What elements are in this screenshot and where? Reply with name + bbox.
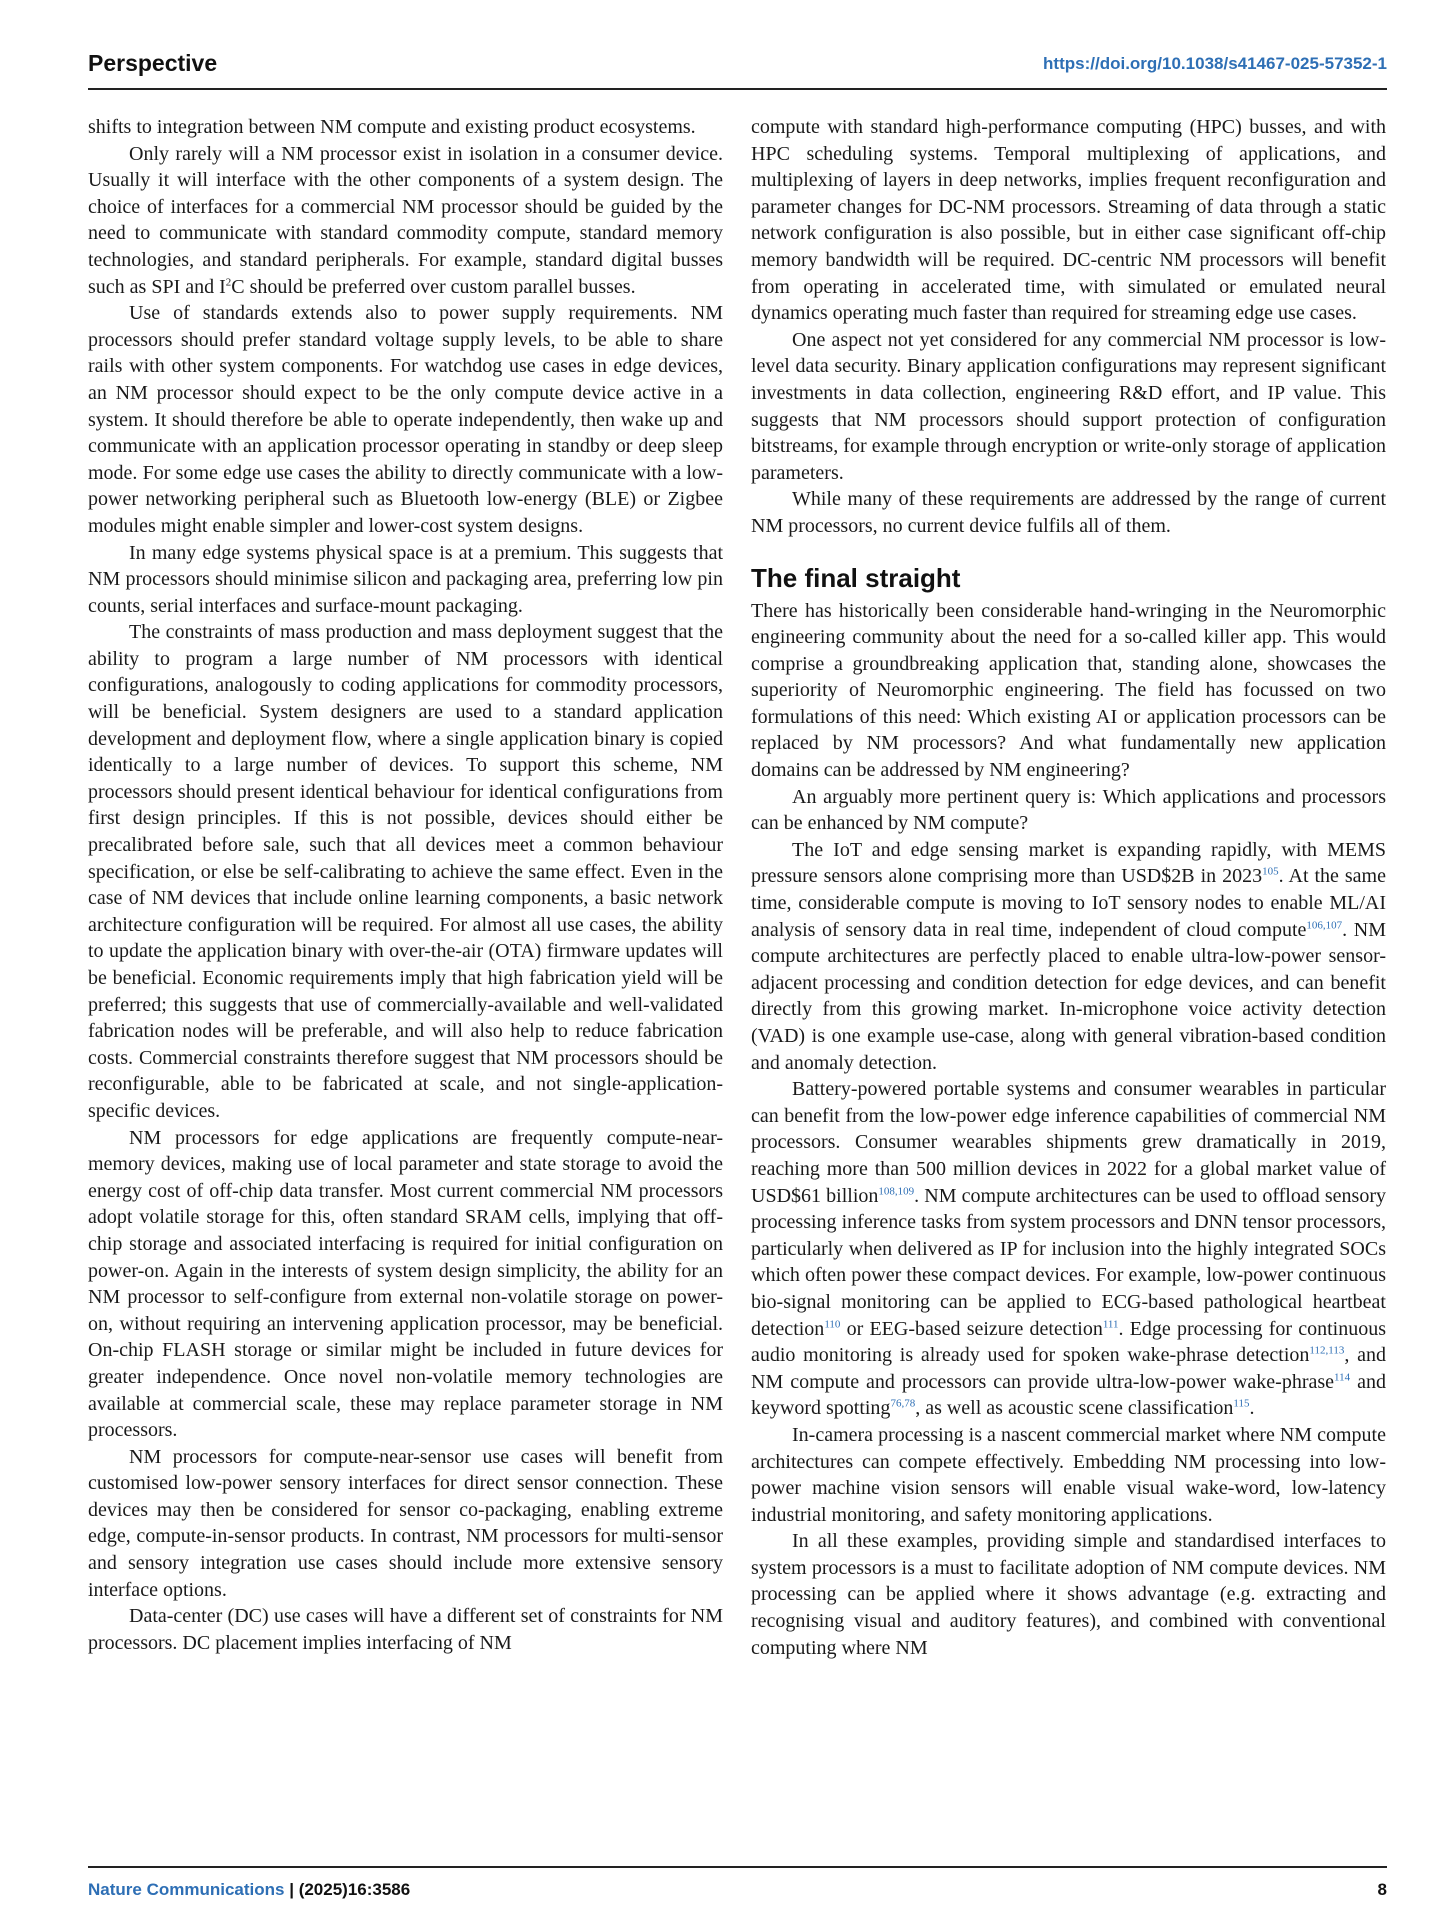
paragraph: Data-center (DC) use cases will have a different set of constraints for NM processors. DC placement implies interfacing of NM — [88, 1605, 723, 1654]
page-header — [88, 44, 1387, 90]
paragraph: shifts to integration between NM compute and existing product ecosystems. — [88, 116, 696, 138]
page-number: 8 — [1377, 1880, 1387, 1899]
paragraph: In all these examples, providing simple and standardised interfaces to system processors is a must to facilitate adoption of NM compute devices. NM processing can be applied where it shows advantage (e.g. extracting and recognising visual and auditory features), and combined with conventional computing where NM — [751, 1530, 1386, 1659]
paragraph: Use of standards extends also to power supply requirements. NM processors should prefer standard voltage supply levels, to be able to share rails with other system components. For watchdog use cases in edge devices, an NM processor should expect to be the only compute device active in a system. It should therefore be able to operate independently, then wake up and communicate with an application processor operating in standby or deep sleep mode. For some edge use cases the ability to directly communicate with a low-power networking peripheral such as Bluetooth low-energy (BLE) or Zigbee modules might enable simpler and lower-cost system designs. — [88, 302, 723, 537]
paragraph: While many of these requirements are addressed by the range of current NM processors, no current device fulfils all of them. — [751, 488, 1386, 537]
reference-link[interactable]: 106,107 — [1306, 918, 1343, 931]
section-heading: The final straight — [751, 562, 961, 593]
paragraph: In many edge systems physical space is at a premium. This suggests that NM processors should minimise silicon and packaging area, preferring low pin counts, serial interfaces and surface-mount packaging. — [88, 541, 723, 617]
paragraph: One aspect not yet considered for any commercial NM processor is low-level data security. Binary application configurations may represent significant investments in data collection, engineering R&D effort, and IP value. This suggests that NM processors should support protection of configuration bitstreams, for example through encryption or write-only storage of application parameters. — [751, 328, 1386, 484]
journal-citation: Nature Communications | (2025)16:3586 — [88, 1880, 411, 1899]
reference-link[interactable]: 112,113 — [1309, 1344, 1345, 1357]
reference-link[interactable]: 76,78 — [890, 1397, 916, 1410]
citation: (2025)16:3586 — [298, 1880, 411, 1899]
reference-link[interactable]: 114 — [1334, 1371, 1351, 1384]
section-label: Perspective — [88, 50, 218, 76]
reference-link[interactable]: 115 — [1233, 1397, 1250, 1410]
paragraph: Only rarely will a NM processor exist in isolation in a consumer device. Usually it will interface with the other components of a system design. The choice of interfaces for a commercial NM processor should be guided by the need to communicate with standard commodity compute, standard memory technologies, and standard peripherals. For example, standard digital busses such as SPI and $I^2C$ should be preferred over custom parallel busses. — [88, 142, 723, 298]
paragraph: The constraints of mass production and mass deployment suggest that the ability to program a large number of NM processors with identical configurations, analogously to coding applications for commodity processors, will be beneficial. System designers are used to a standard application development and deployment flow, where a single application binary is copied identically to a large number of devices. To support this scheme, NM processors should present identical behaviour for identical configurations from first design principles. If this is not possible, devices should either be precalibrated before sale, such that all devices meet a common behaviour specification, or else be self-calibrating to achieve the same effect. Even in the case of NM devices that include online learning components, a basic network architecture configuration will be required. For almost all use cases, the ability to update the application binary with over-the-air (OTA) firmware updates will be beneficial. Economic requirements imply that high fabrication yield will be preferred; this suggests that use of commercially-available and well-validated fabrication nodes will be preferable, and will also help to reduce fabrication costs. Commercial constraints therefore suggest that NM processors should be reconfigurable, able to be fabricated at scale, and not single-application-specific devices. — [88, 621, 723, 1122]
page-footer — [88, 1866, 1387, 1908]
left-column — [88, 114, 723, 1656]
paragraph: NM processors for compute-near-sensor use cases will benefit from customised low-power sensory interfaces for direct sensor connection. These devices may then be considered for sensor co-packaging, enabling extreme edge, compute-in-sensor products. In contrast, NM processors for multi-sensor and sensory integration use cases should include more extensive sensory interface options. — [88, 1445, 723, 1601]
reference-link[interactable]: 105 — [1262, 865, 1279, 878]
paragraph: Battery-powered portable systems and consumer wearables in particular can benefit from the low-power edge inference capabilities of commercial NM processors. Consumer wearables shipments grew dramatically in 2019, reaching more than 500 million devices in 2022 for a global market value of USD$61 billion$^{108,109}$. NM compute architectures can be used to offload sensory processing inference tasks from system processors and DNN tensor processors, particularly when delivered as IP for inclusion into the highly integrated SOCs which often power these compact devices. For example, low-power continuous bio-signal monitoring can be applied to ECG-based pathological heartbeat detection$^{110}$ or EEG-based seizure detection$^{111}$. Edge processing for continuous audio monitoring is already used for spoken wake-phrase detection$^{112,113}$, and NM compute and processors can provide ultra-low-power wake-phrase$^{114}$ and keyword spotting$^{76,78}$, as well as acoustic scene classification$^{115}$. — [751, 1078, 1386, 1420]
right-column — [751, 114, 1386, 1661]
paragraph: In-camera processing is a nascent commercial market where NM compute architectures can compete effectively. Embedding NM processing into low-power machine vision sensors will enable visual wake-word, low-latency industrial monitoring, and safety monitoring applications. — [751, 1423, 1386, 1526]
paragraph: There has historically been considerable hand-wringing in the Neuromorphic engineering community about the need for a so-called killer app. This would comprise a groundbreaking application that, standing alone, showcases the superiority of Neuromorphic engineering. The field has focussed on two formulations of this need: Which existing AI or application processors can be replaced by NM processors? And what fundamentally new application domains can be addressed by NM engineering? — [751, 599, 1386, 782]
paragraph: An arguably more pertinent query is: Which applications and processors can be enhanced by NM compute? — [751, 785, 1386, 835]
paragraph: The IoT and edge sensing market is expanding rapidly, with MEMS pressure sensors alone comprising more than USD$2B in 2023$^{105}$. At the same time, considerable compute is moving to IoT sensory nodes to enable ML/AI analysis of sensory data in real time, independent of cloud compute$^{106,107}$. NM compute architectures are perfectly placed to enable ultra-low-power sensor-adjacent processing and condition detection for edge devices, and can benefit directly from this growing market. In-microphone voice activity detection (VAD) is one example use-case, along with general vibration-based condition and anomaly detection. — [751, 838, 1386, 1074]
reference-link[interactable]: 108,109 — [878, 1184, 915, 1197]
reference-link[interactable]: 111 — [1102, 1317, 1119, 1330]
paragraph: NM processors for edge applications are frequently compute-near-memory devices, making use of local parameter and state storage to avoid the energy cost of off-chip data transfer. Most current commercial NM processors adopt volatile storage for this, often standard SRAM cells, implying that off-chip storage and associated interfacing is required for initial configuration on power-on. Again in the interests of system design simplicity, the ability for an NM processor to self-configure from external non-volatile storage on power-on, without requiring an intervening application processor, may be beneficial. On-chip FLASH storage or similar might be included in future devices for greater independence. Once novel non-volatile memory technologies are available at commercial scale, these may replace parameter storage in NM processors. — [88, 1126, 723, 1442]
reference-link[interactable]: 110 — [824, 1317, 841, 1330]
journal-name[interactable]: Nature Communications — [88, 1880, 285, 1899]
paragraph: compute with standard high-performance computing (HPC) busses, and with HPC scheduling systems. Temporal multiplexing of applications, and multiplexing of layers in deep networks, implies frequent reconfiguration and parameter changes for DC-NM processors. Streaming of data through a static network configuration is also possible, but in either case significant off-chip memory bandwidth will be required. DC-centric NM processors will benefit from operating in accelerated time, with simulated or emulated neural dynamics operating much faster than required for streaming edge use cases. — [751, 116, 1386, 325]
doi-link[interactable]: https://doi.org/10.1038/s41467-025-57352-1 — [1043, 54, 1387, 73]
